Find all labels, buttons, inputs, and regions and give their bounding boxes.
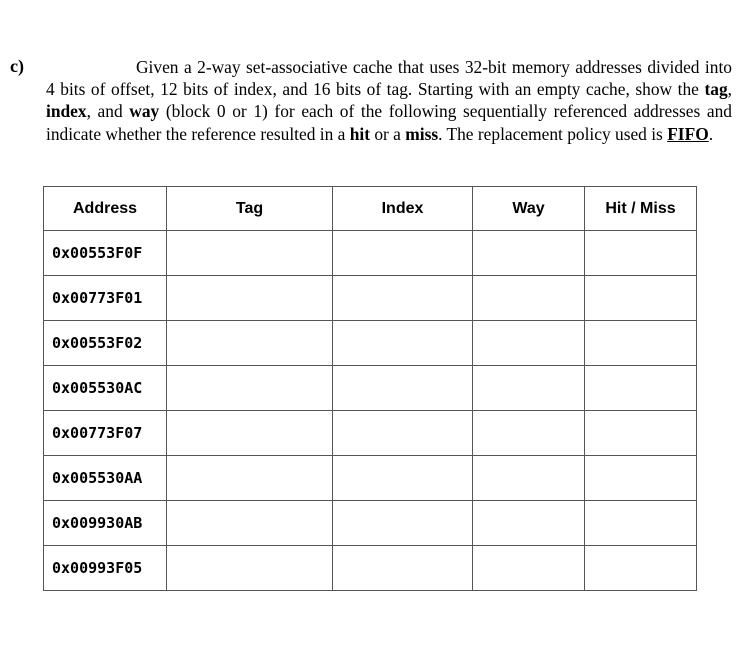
table-row [44, 456, 697, 501]
question-intro: Given a 2-way set-associative cache that uses 32-bit memory addresses divided into 4 bits of offset, 12 bits of index, and 16 bits of tag. Starting with an empty cache, show the [46, 57, 732, 100]
address-cell: 0x00993F05 [44, 546, 167, 591]
question-label: c) [10, 56, 24, 76]
way-cell[interactable] [473, 366, 585, 411]
term-miss: miss [405, 123, 439, 144]
hit-miss-cell[interactable] [585, 411, 697, 456]
tag-cell[interactable] [167, 276, 333, 321]
way-cell[interactable] [473, 411, 585, 456]
cache-table [43, 186, 697, 591]
table-row [44, 411, 697, 456]
term-fifo: FIFO [667, 123, 709, 144]
table-row [44, 546, 697, 591]
text-or: or a [370, 123, 406, 144]
table-row [44, 276, 697, 321]
index-cell[interactable] [333, 366, 473, 411]
index-cell[interactable] [333, 411, 473, 456]
index-cell[interactable] [333, 546, 473, 591]
way-cell[interactable] [473, 546, 585, 591]
address-cell: 0x00773F01 [44, 276, 167, 321]
tag-cell[interactable] [167, 411, 333, 456]
index-cell[interactable] [333, 501, 473, 546]
text-policy: . The replacement policy used is [438, 123, 668, 144]
tag-cell[interactable] [167, 456, 333, 501]
way-cell[interactable] [473, 321, 585, 366]
hit-miss-cell[interactable] [585, 231, 697, 276]
text-mid: (block 0 or 1) for each of the following sequentially referenced addresses and indicate whether the reference resulted in a [46, 101, 733, 144]
table-row [44, 231, 697, 276]
hit-miss-cell[interactable] [585, 366, 697, 411]
text-end: . [708, 123, 714, 144]
table-row [44, 501, 697, 546]
tag-cell[interactable] [167, 366, 333, 411]
term-tag: tag [704, 79, 728, 100]
hit-miss-cell[interactable] [585, 456, 697, 501]
address-cell: 0x005530AA [44, 456, 167, 501]
address-cell: 0x005530AC [44, 366, 167, 411]
address-cell: 0x009930AB [44, 501, 167, 546]
index-cell[interactable] [333, 456, 473, 501]
table-header-row [44, 187, 697, 231]
term-hit: hit [349, 123, 370, 144]
hit-miss-cell[interactable] [585, 501, 697, 546]
tag-cell[interactable] [167, 501, 333, 546]
hit-miss-cell[interactable] [585, 546, 697, 591]
hit-miss-cell[interactable] [585, 321, 697, 366]
tag-cell[interactable] [167, 231, 333, 276]
index-cell[interactable] [333, 231, 473, 276]
header-address: Address [44, 187, 167, 231]
way-cell[interactable] [473, 456, 585, 501]
tag-cell[interactable] [167, 546, 333, 591]
term-index: index [46, 101, 87, 122]
hit-miss-cell[interactable] [585, 276, 697, 321]
tag-cell[interactable] [167, 321, 333, 366]
header-index: Index [333, 187, 473, 231]
way-cell[interactable] [473, 276, 585, 321]
header-hit-miss: Hit / Miss [585, 187, 697, 231]
table-row [44, 366, 697, 411]
header-tag: Tag [167, 187, 333, 231]
way-cell[interactable] [473, 501, 585, 546]
header-way: Way [473, 187, 585, 231]
address-cell: 0x00553F0F [44, 231, 167, 276]
question-text [46, 56, 732, 145]
address-cell: 0x00773F07 [44, 411, 167, 456]
text-sep: , [727, 79, 732, 100]
index-cell[interactable] [333, 321, 473, 366]
address-cell: 0x00553F02 [44, 321, 167, 366]
way-cell[interactable] [473, 231, 585, 276]
term-way: way [129, 101, 160, 122]
index-cell[interactable] [333, 276, 473, 321]
text-sep: , and [86, 101, 130, 122]
table-row [44, 321, 697, 366]
